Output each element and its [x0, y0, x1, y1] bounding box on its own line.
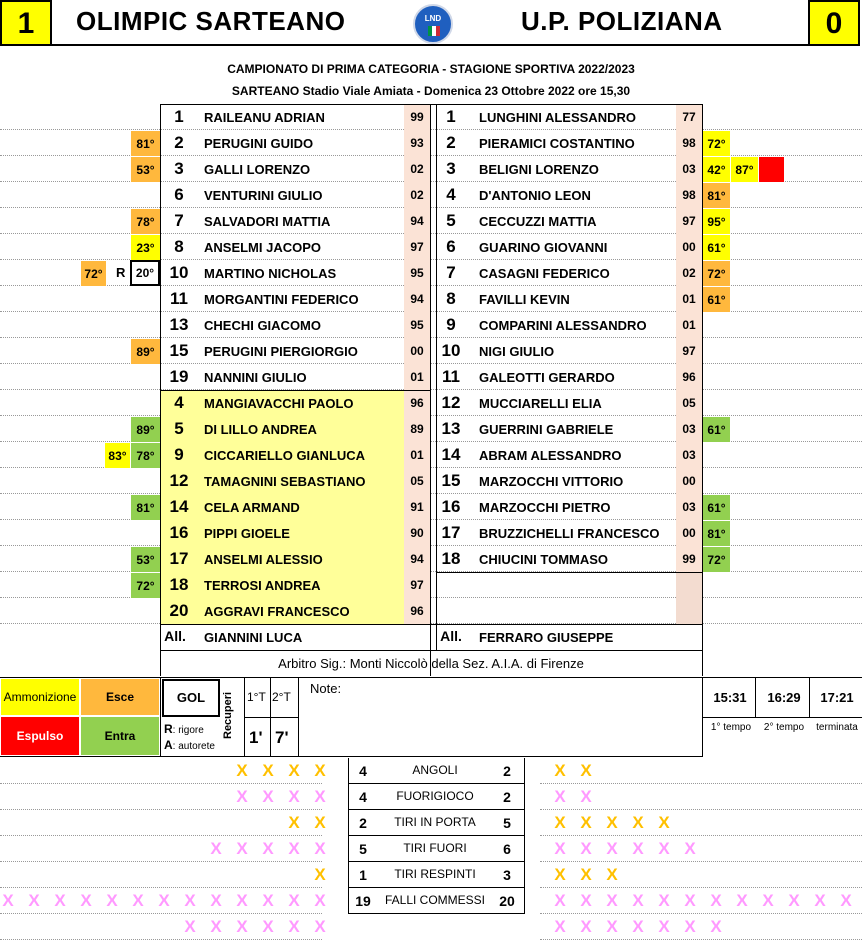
- away-stat-mark: X: [658, 839, 670, 858]
- home-stat-mark: X: [262, 761, 274, 780]
- away-stat-mark: X: [606, 917, 618, 936]
- home-player-number: 13: [169, 315, 189, 334]
- home-stat-mark: X: [262, 787, 274, 806]
- first-half-label: 1°T: [247, 690, 266, 704]
- home-player-number: 11: [170, 289, 188, 308]
- home-stat-mark: X: [184, 917, 196, 936]
- home-player-year: 01: [404, 442, 430, 468]
- away-player-name: MUCCIARELLI ELIA: [479, 396, 602, 411]
- away-coach-label: All.: [440, 628, 462, 644]
- home-stat-mark: X: [288, 891, 300, 910]
- home-stat-mark: X: [314, 813, 326, 832]
- away-player-name: FAVILLI KEVIN: [479, 292, 570, 307]
- away-stat-mark: X: [632, 891, 644, 910]
- home-player-year: 90: [404, 520, 430, 546]
- home-player-year: 00: [404, 338, 430, 364]
- away-player-name: GUARINO GIOVANNI: [479, 240, 608, 255]
- home-player-year: 91: [404, 494, 430, 520]
- home-event-minute: 20°: [130, 260, 160, 286]
- away-event-minute: 87°: [730, 156, 758, 182]
- venue-line: SARTEANO Stadio Viale Amiata - Domenica 23 Ottobre 2022 ore 15,30: [231, 84, 631, 98]
- home-stat-mark: X: [158, 891, 170, 910]
- home-player-name: TERROSI ANDREA: [204, 578, 321, 593]
- away-player-name: GUERRINI GABRIELE: [479, 422, 614, 437]
- home-player-name: MORGANTINI FEDERICO: [204, 292, 359, 307]
- legend-gol: GOL: [162, 679, 220, 717]
- home-player-number: 14: [169, 497, 189, 516]
- away-player-number: 5: [446, 211, 456, 230]
- home-stat-mark: X: [314, 787, 326, 806]
- away-stat-mark: X: [554, 787, 566, 806]
- away-player-year: 99: [676, 546, 702, 572]
- away-player-name: BRUZZICHELLI FRANCESCO: [479, 526, 660, 541]
- home-player-number: 7: [174, 211, 184, 230]
- home-stat-mark: X: [288, 761, 300, 780]
- away-coach-name: FERRARO GIUSEPPE: [479, 630, 614, 645]
- league-logo-text: LND: [424, 14, 442, 23]
- away-player-name: GALEOTTI GERARDO: [479, 370, 615, 385]
- away-player-year: 97: [676, 338, 702, 364]
- home-stat-mark: X: [54, 891, 66, 910]
- stat-label: ANGOLI: [412, 763, 458, 777]
- home-player-name: PERUGINI GUIDO: [204, 136, 314, 151]
- away-stat-mark: X: [658, 813, 670, 832]
- away-stat-mark: X: [684, 839, 696, 858]
- home-player-number: 20: [169, 601, 189, 620]
- stat-label: TIRI RESPINTI: [394, 867, 476, 881]
- home-stat-mark: X: [236, 761, 248, 780]
- away-player-year: 0: [676, 572, 702, 598]
- away-player-name: CECCUZZI MATTIA: [479, 214, 597, 229]
- away-player-year: 00: [676, 520, 702, 546]
- home-player-name: ANSELMI JACOPO: [204, 240, 322, 255]
- away-stat-mark: X: [658, 917, 670, 936]
- home-stat-value: 5: [359, 841, 367, 857]
- home-stat-mark: X: [314, 917, 326, 936]
- time-second-half: 16:29: [767, 690, 801, 705]
- home-player-year: 89: [404, 416, 430, 442]
- away-player-year: 98: [676, 182, 702, 208]
- home-event-minute: 89°: [130, 416, 160, 442]
- home-coach-name: GIANNINI LUCA: [204, 630, 303, 645]
- away-player-name: CHIUCINI TOMMASO: [479, 552, 609, 567]
- home-player-name: GALLI LORENZO: [204, 162, 311, 177]
- away-player-number: 14: [441, 445, 461, 464]
- home-event-minute: 72°: [80, 260, 106, 286]
- home-player-number: 10: [169, 263, 189, 282]
- away-stat-value: 3: [503, 867, 511, 883]
- away-stat-mark: X: [580, 917, 592, 936]
- away-player-name: D'ANTONIO LEON: [479, 188, 591, 203]
- home-stat-mark: X: [80, 891, 92, 910]
- home-stat-value: 1: [359, 867, 367, 883]
- home-score: 1: [0, 0, 52, 46]
- home-stat-mark: X: [210, 917, 222, 936]
- home-player-name: CICCARIELLO GIANLUCA: [204, 448, 366, 463]
- home-player-year: 95: [404, 312, 430, 338]
- home-player-name: MARTINO NICHOLAS: [204, 266, 337, 281]
- away-event-minute: 72°: [702, 260, 730, 286]
- away-stat-mark: X: [762, 891, 774, 910]
- league-logo: [413, 4, 453, 44]
- away-stat-mark: X: [632, 839, 644, 858]
- away-event-minute: 42°: [702, 156, 730, 182]
- away-player-number: 4: [446, 185, 456, 204]
- home-player-year: 94: [404, 208, 430, 234]
- away-stat-mark: X: [736, 891, 748, 910]
- first-half-recovery: 1': [249, 728, 263, 747]
- referee-line: Arbitro Sig.: Monti Niccolò della Sez. A.I.A. di Firenze: [278, 656, 584, 671]
- home-player-year: 96: [404, 598, 430, 624]
- home-player-name: PIPPI GIOELE: [204, 526, 290, 541]
- away-stat-mark: X: [788, 891, 800, 910]
- away-player-number: 3: [446, 159, 456, 178]
- home-player-year: 97: [404, 234, 430, 260]
- away-score: 0: [808, 0, 860, 46]
- time-end: 17:21: [820, 690, 854, 705]
- away-player-name: MARZOCCHI PIETRO: [479, 500, 611, 515]
- home-player-number: 2: [174, 133, 184, 152]
- stat-label: FALLI COMMESSI: [384, 893, 486, 907]
- home-player-name: CHECHI GIACOMO: [204, 318, 321, 333]
- home-player-name: CELA ARMAND: [204, 500, 300, 515]
- away-event-minute: 81°: [702, 520, 730, 546]
- home-stat-mark: X: [288, 917, 300, 936]
- away-player-number: 17: [441, 523, 461, 542]
- away-player-number: 2: [446, 133, 456, 152]
- away-player-name: CASAGNI FEDERICO: [479, 266, 610, 281]
- away-player-number: 13: [441, 419, 461, 438]
- away-event-minute: 72°: [702, 546, 730, 572]
- flag-icon: [428, 26, 440, 36]
- away-stat-mark: X: [710, 917, 722, 936]
- away-stat-mark: X: [554, 839, 566, 858]
- home-stat-mark: X: [262, 917, 274, 936]
- home-stat-mark: X: [314, 891, 326, 910]
- home-stat-mark: X: [314, 761, 326, 780]
- home-stat-mark: X: [2, 891, 14, 910]
- home-player-name: AGGRAVI FRANCESCO: [204, 604, 350, 619]
- away-stat-mark: X: [606, 839, 618, 858]
- away-player-number: 12: [441, 393, 461, 412]
- away-player-year: 0: [676, 598, 702, 624]
- away-stat-mark: X: [554, 891, 566, 910]
- home-stat-mark: X: [288, 813, 300, 832]
- home-stat-value: 4: [359, 789, 367, 805]
- away-stat-value: 2: [503, 763, 511, 779]
- away-stat-mark: X: [580, 891, 592, 910]
- home-player-number: 15: [169, 341, 189, 360]
- legend-autorete: A: autorete: [164, 738, 215, 752]
- away-player-number: 10: [441, 341, 461, 360]
- legend-entra: Entra: [80, 716, 160, 756]
- away-stat-mark: X: [580, 865, 592, 884]
- away-player-year: 03: [676, 494, 702, 520]
- away-event-minute: 95°: [702, 208, 730, 234]
- home-event-minute: 23°: [130, 234, 160, 260]
- home-player-year: 95: [404, 260, 430, 286]
- away-stat-mark: X: [710, 891, 722, 910]
- away-stat-mark: X: [580, 839, 592, 858]
- away-player-name: PIERAMICI COSTANTINO: [479, 136, 635, 151]
- home-stat-mark: X: [132, 891, 144, 910]
- legend-espulso: Espulso: [0, 716, 80, 756]
- penalty-marker: R: [116, 265, 126, 280]
- legend-ammonizione: Ammonizione: [0, 678, 80, 716]
- home-player-number: 17: [169, 549, 189, 568]
- away-player-year: 01: [676, 286, 702, 312]
- away-player-number: 8: [446, 289, 456, 308]
- away-stat-mark: X: [580, 787, 592, 806]
- home-player-year: 05: [404, 468, 430, 494]
- away-player-number: 16: [441, 497, 461, 516]
- away-stat-mark: X: [606, 813, 618, 832]
- home-stat-mark: X: [210, 839, 222, 858]
- home-player-number: 18: [169, 575, 189, 594]
- home-event-minute: 78°: [130, 442, 160, 468]
- away-stat-mark: X: [554, 761, 566, 780]
- red-card-marker: [758, 156, 784, 182]
- home-stat-mark: X: [106, 891, 118, 910]
- home-stat-mark: X: [184, 891, 196, 910]
- away-player-year: 96: [676, 364, 702, 390]
- away-event-minute: 72°: [702, 130, 730, 156]
- away-event-minute: 61°: [702, 234, 730, 260]
- away-player-name: LUNGHINI ALESSANDRO: [479, 110, 636, 125]
- away-player-year: 03: [676, 442, 702, 468]
- away-player-name: NIGI GIULIO: [479, 344, 555, 359]
- home-player-year: 02: [404, 156, 430, 182]
- home-player-year: 99: [404, 104, 430, 130]
- away-stat-mark: X: [840, 891, 852, 910]
- stat-label: TIRI FUORI: [403, 841, 467, 855]
- home-player-name: SALVADORI MATTIA: [204, 214, 331, 229]
- away-event-minute: 61°: [702, 416, 730, 442]
- away-player-year: 00: [676, 468, 702, 494]
- home-player-number: 1: [174, 107, 184, 126]
- home-event-minute: 53°: [130, 156, 160, 182]
- away-event-minute: 81°: [702, 182, 730, 208]
- legend-esce: Esce: [80, 678, 160, 716]
- away-stat-mark: X: [632, 813, 644, 832]
- home-stat-mark: X: [236, 787, 248, 806]
- home-stat-mark: X: [314, 839, 326, 858]
- home-player-name: NANNINI GIULIO: [204, 370, 307, 385]
- away-stat-value: 6: [503, 841, 511, 857]
- away-player-number: 6: [446, 237, 456, 256]
- away-stat-mark: X: [814, 891, 826, 910]
- recuperi-label: Recuperi: [222, 691, 234, 739]
- home-stat-mark: X: [236, 891, 248, 910]
- time-end-label: terminata: [816, 722, 858, 733]
- away-stat-mark: X: [580, 813, 592, 832]
- home-stat-mark: X: [288, 839, 300, 858]
- note-label: Note:: [310, 681, 342, 696]
- stat-label: TIRI IN PORTA: [394, 815, 476, 829]
- home-coach-label: All.: [164, 628, 186, 644]
- home-player-number: 3: [174, 159, 184, 178]
- away-stat-mark: X: [684, 917, 696, 936]
- home-stat-mark: X: [314, 865, 326, 884]
- home-player-year: 01: [404, 364, 430, 390]
- away-player-year: 05: [676, 390, 702, 416]
- home-player-name: VENTURINI GIULIO: [204, 188, 323, 203]
- home-stat-value: 4: [359, 763, 367, 779]
- away-player-year: 97: [676, 208, 702, 234]
- home-player-name: MANGIAVACCHI PAOLO: [204, 396, 354, 411]
- away-player-number: 18: [441, 549, 461, 568]
- away-stat-mark: X: [684, 891, 696, 910]
- away-player-name: MARZOCCHI VITTORIO: [479, 474, 624, 489]
- away-player-year: 77: [676, 104, 702, 130]
- home-event-minute: 53°: [130, 546, 160, 572]
- away-player-year: 03: [676, 416, 702, 442]
- home-player-number: 9: [174, 445, 184, 464]
- away-player-year: 01: [676, 312, 702, 338]
- home-stat-value: 19: [355, 893, 371, 909]
- home-player-name: ANSELMI ALESSIO: [204, 552, 323, 567]
- home-event-minute: 81°: [130, 130, 160, 156]
- home-stat-mark: X: [262, 891, 274, 910]
- second-half-recovery: 7': [275, 728, 289, 747]
- home-stat-mark: X: [262, 839, 274, 858]
- time-first-half: 15:31: [713, 690, 747, 705]
- away-player-name: BELIGNI LORENZO: [479, 162, 599, 177]
- away-player-number: 9: [446, 315, 456, 334]
- away-player-year: 98: [676, 130, 702, 156]
- home-player-number: 5: [174, 419, 184, 438]
- home-player-name: RAILEANU ADRIAN: [204, 110, 325, 125]
- away-player-number: 7: [446, 263, 456, 282]
- home-event-minute: 78°: [130, 208, 160, 234]
- home-stat-mark: X: [288, 787, 300, 806]
- home-player-name: PERUGINI PIERGIORGIO: [204, 344, 358, 359]
- away-player-number: 1: [446, 107, 456, 126]
- time-second-half-label: 2° tempo: [763, 722, 805, 733]
- away-stat-value: 5: [503, 815, 511, 831]
- stat-label: FUORIGIOCO: [396, 789, 474, 803]
- home-event-minute: 83°: [104, 442, 130, 468]
- home-player-number: 6: [174, 185, 184, 204]
- away-player-number: 15: [441, 471, 461, 490]
- away-stat-mark: X: [554, 917, 566, 936]
- home-player-year: 93: [404, 130, 430, 156]
- home-stat-value: 2: [359, 815, 367, 831]
- away-stat-mark: X: [658, 891, 670, 910]
- away-player-year: 02: [676, 260, 702, 286]
- away-player-year: 00: [676, 234, 702, 260]
- home-player-number: 16: [169, 523, 189, 542]
- home-team-name: OLIMPIC SARTEANO: [76, 6, 346, 36]
- legend-rigore: R: rigore: [164, 722, 204, 736]
- away-player-name: COMPARINI ALESSANDRO: [479, 318, 647, 333]
- competition-line: CAMPIONATO DI PRIMA CATEGORIA - STAGIONE SPORTIVA 2022/2023: [227, 62, 635, 76]
- home-player-name: DI LILLO ANDREA: [204, 422, 317, 437]
- home-player-number: 4: [174, 393, 184, 412]
- home-player-year: 97: [404, 572, 430, 598]
- home-stat-mark: X: [236, 839, 248, 858]
- away-stat-mark: X: [606, 891, 618, 910]
- away-player-number: 11: [442, 367, 460, 386]
- home-player-year: 94: [404, 546, 430, 572]
- away-team-name: U.P. POLIZIANA: [521, 6, 723, 36]
- time-first-half-label: 1° tempo: [710, 722, 752, 733]
- home-stat-mark: X: [210, 891, 222, 910]
- home-player-number: 12: [169, 471, 189, 490]
- home-player-name: TAMAGNINI SEBASTIANO: [204, 474, 366, 489]
- away-player-year: 03: [676, 156, 702, 182]
- away-stat-value: 2: [503, 789, 511, 805]
- second-half-label: 2°T: [272, 690, 291, 704]
- away-player-name: ABRAM ALESSANDRO: [479, 448, 622, 463]
- away-stat-value: 20: [499, 893, 515, 909]
- away-stat-mark: X: [554, 813, 566, 832]
- away-event-minute: 61°: [702, 494, 730, 520]
- home-player-number: 8: [174, 237, 184, 256]
- away-stat-mark: X: [606, 865, 618, 884]
- home-player-year: 96: [404, 390, 430, 416]
- away-event-minute: 61°: [702, 286, 730, 312]
- home-player-year: 02: [404, 182, 430, 208]
- home-stat-mark: X: [236, 917, 248, 936]
- home-player-number: 19: [169, 367, 189, 386]
- home-event-minute: 72°: [130, 572, 160, 598]
- away-stat-mark: X: [580, 761, 592, 780]
- home-player-year: 94: [404, 286, 430, 312]
- home-stat-mark: X: [28, 891, 40, 910]
- away-stat-mark: X: [632, 917, 644, 936]
- home-event-minute: 81°: [130, 494, 160, 520]
- home-event-minute: 89°: [130, 338, 160, 364]
- away-stat-mark: X: [554, 865, 566, 884]
